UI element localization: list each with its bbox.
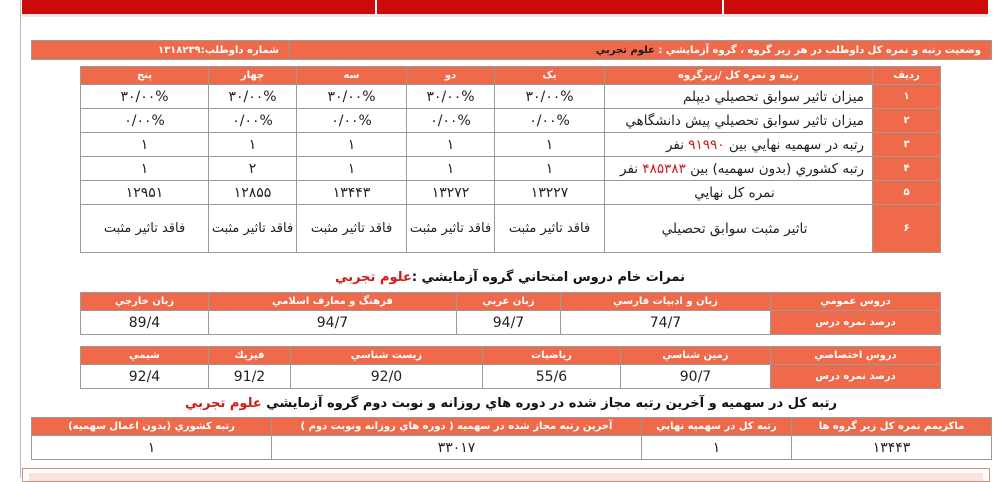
subject-header: فيزيك	[209, 347, 291, 365]
rank-table	[80, 66, 941, 253]
value-cell: ۱	[407, 133, 495, 157]
specialized-row-label: دروس اختصاصي	[771, 347, 941, 365]
col-header-group-3: سه	[297, 67, 407, 85]
value-cell: ۱۲۸۵۵	[209, 181, 297, 205]
value-cell: ۱۳۲۷۲	[407, 181, 495, 205]
subject-header: زبان عربي	[457, 293, 561, 311]
value-cell: ۱	[81, 133, 209, 157]
value-cell: فاقد تاثير مثبت	[209, 205, 297, 253]
page-border	[20, 0, 21, 478]
table-row	[81, 109, 941, 133]
quota-group: علوم تجربي	[185, 396, 262, 411]
subject-header: فرهنگ و معارف اسلامي	[209, 293, 457, 311]
quota-value: ۳۳۰۱۷	[272, 436, 642, 460]
status-title	[290, 41, 992, 60]
status-group: علوم تجربي	[595, 44, 655, 56]
score-cell: 90/7	[621, 365, 771, 389]
subject-header: زبان و ادبيات فارسي	[561, 293, 771, 311]
value-cell: فاقد تاثير مثبت	[495, 205, 605, 253]
score-cell: 91/2	[209, 365, 291, 389]
row-index: ۶	[873, 205, 941, 253]
quota-title-text: رتبه كل در سهميه و آخرين رتبه مجاز شده در دوره هاي روزانه و نوبت دوم گروه آزمايشي	[261, 396, 837, 411]
row-desc-text: رتبه كشوري (بدون سهميه) بين	[685, 160, 864, 177]
value-cell: ۱	[297, 157, 407, 181]
row-desc-unit: نفر	[620, 160, 643, 177]
col-header-group-4: چهار	[209, 67, 297, 85]
table-row	[81, 85, 941, 109]
value-cell: فاقد تاثير مثبت	[297, 205, 407, 253]
value-cell: ۱۳۲۲۷	[495, 181, 605, 205]
value-cell: ۳۰/۰۰%	[81, 85, 209, 109]
value-cell: ۱	[495, 157, 605, 181]
banner-divider	[722, 0, 724, 14]
col-header-group-2: دو	[407, 67, 495, 85]
row-index: ۲	[873, 109, 941, 133]
quota-title	[31, 396, 991, 411]
status-header	[31, 40, 992, 60]
value-cell: فاقد تاثير مثبت	[407, 205, 495, 253]
value-cell: ۳۰/۰۰%	[297, 85, 407, 109]
score-cell: 89/4	[81, 311, 209, 335]
row-desc: تاثير مثبت سوابق تحصيلي	[605, 205, 873, 253]
quota-value: ۱۳۴۴۳	[792, 436, 992, 460]
value-cell: ۲	[209, 157, 297, 181]
table-row	[81, 205, 941, 253]
subject-header: زمين شناسي	[621, 347, 771, 365]
table-row	[81, 133, 941, 157]
row-desc	[605, 133, 873, 157]
score-cell: 92/0	[291, 365, 483, 389]
subject-header: شيمي	[81, 347, 209, 365]
subject-header: زبان خارجي	[81, 293, 209, 311]
value-cell: ۳۰/۰۰%	[209, 85, 297, 109]
applicant-number: ۱۳۱۸۲۳۹	[157, 44, 201, 56]
value-cell: ۱	[407, 157, 495, 181]
applicant-number-cell	[32, 41, 290, 60]
table-row	[81, 181, 941, 205]
row-desc-unit: نفر	[665, 136, 689, 153]
col-header-group-1: يک	[495, 67, 605, 85]
applicant-count: ۴۸۵۳۸۳	[642, 160, 686, 177]
row-desc	[605, 157, 873, 181]
value-cell: ۰/۰۰%	[81, 109, 209, 133]
top-banner	[22, 0, 988, 17]
row-desc: ميزان تاثير سوابق تحصيلي ديپلم	[605, 85, 873, 109]
score-cell: 55/6	[483, 365, 621, 389]
raw-scores-title	[80, 270, 940, 285]
general-subjects-table	[80, 292, 941, 335]
col-header-index: رديف	[873, 67, 941, 85]
value-cell: ۱	[495, 133, 605, 157]
value-cell: فاقد تاثير مثبت	[81, 205, 209, 253]
row-index: ۴	[873, 157, 941, 181]
quota-header-last-admitted: آخرين رتبه مجاز شده در سهميه ( دوره هاي روزانه ونوبت دوم )	[272, 418, 642, 436]
value-cell: ۰/۰۰%	[297, 109, 407, 133]
value-cell: ۰/۰۰%	[495, 109, 605, 133]
value-cell: ۳۰/۰۰%	[407, 85, 495, 109]
quota-header-national-rank: رتبه كشوري (بدون اعمال سهميه)	[32, 418, 272, 436]
value-cell: ۱۳۴۴۳	[297, 181, 407, 205]
row-index: ۳	[873, 133, 941, 157]
value-cell: ۱	[209, 133, 297, 157]
quota-header-final-rank: رتبه كل در سهميه نهايي	[642, 418, 792, 436]
applicant-label: شماره داوطلب:	[200, 44, 279, 56]
quota-value: ۱	[32, 436, 272, 460]
next-section-fill	[29, 473, 983, 481]
value-cell: ۰/۰۰%	[209, 109, 297, 133]
row-index: ۱	[873, 85, 941, 109]
row-index: ۵	[873, 181, 941, 205]
col-header-desc: رتبه و نمره كل /زيرگروه	[605, 67, 873, 85]
row-desc-text: رتبه در سهميه نهايي بين	[724, 136, 864, 153]
value-cell: ۱۲۹۵۱	[81, 181, 209, 205]
score-cell: 94/7	[457, 311, 561, 335]
percent-label: درصد نمره درس	[771, 311, 941, 335]
score-cell: 94/7	[209, 311, 457, 335]
status-title-text: وضعيت رتبه و نمره كل داوطلب در هر زير گروه ، گروه آزمايشي :	[654, 44, 981, 56]
value-cell: ۰/۰۰%	[407, 109, 495, 133]
value-cell: ۳۰/۰۰%	[495, 85, 605, 109]
quota-value: ۱	[642, 436, 792, 460]
score-cell: 74/7	[561, 311, 771, 335]
next-section-edge	[22, 468, 990, 482]
applicant-count: ۹۱۹۹۰	[688, 136, 725, 153]
raw-scores-group: علوم تجربي	[335, 270, 412, 285]
percent-label: درصد نمره درس	[771, 365, 941, 389]
banner-divider	[375, 0, 377, 14]
row-desc: نمره كل نهايي	[605, 181, 873, 205]
value-cell: ۱	[297, 133, 407, 157]
general-row-label: دروس عمومي	[771, 293, 941, 311]
specialized-subjects-table	[80, 346, 941, 389]
col-header-group-5: پنج	[81, 67, 209, 85]
value-cell: ۱	[81, 157, 209, 181]
raw-scores-title-text: نمرات خام دروس امتحاني گروه آزمايشي :	[411, 270, 685, 285]
quota-header-max-score: ماكزيمم نمره كل زير گروه ها	[792, 418, 992, 436]
quota-table	[31, 417, 992, 460]
subject-header: رياضيات	[483, 347, 621, 365]
subject-header: زيست شناسي	[291, 347, 483, 365]
table-row	[81, 157, 941, 181]
row-desc: ميزان تاثير سوابق تحصيلي پيش دانشگاهي	[605, 109, 873, 133]
score-cell: 92/4	[81, 365, 209, 389]
